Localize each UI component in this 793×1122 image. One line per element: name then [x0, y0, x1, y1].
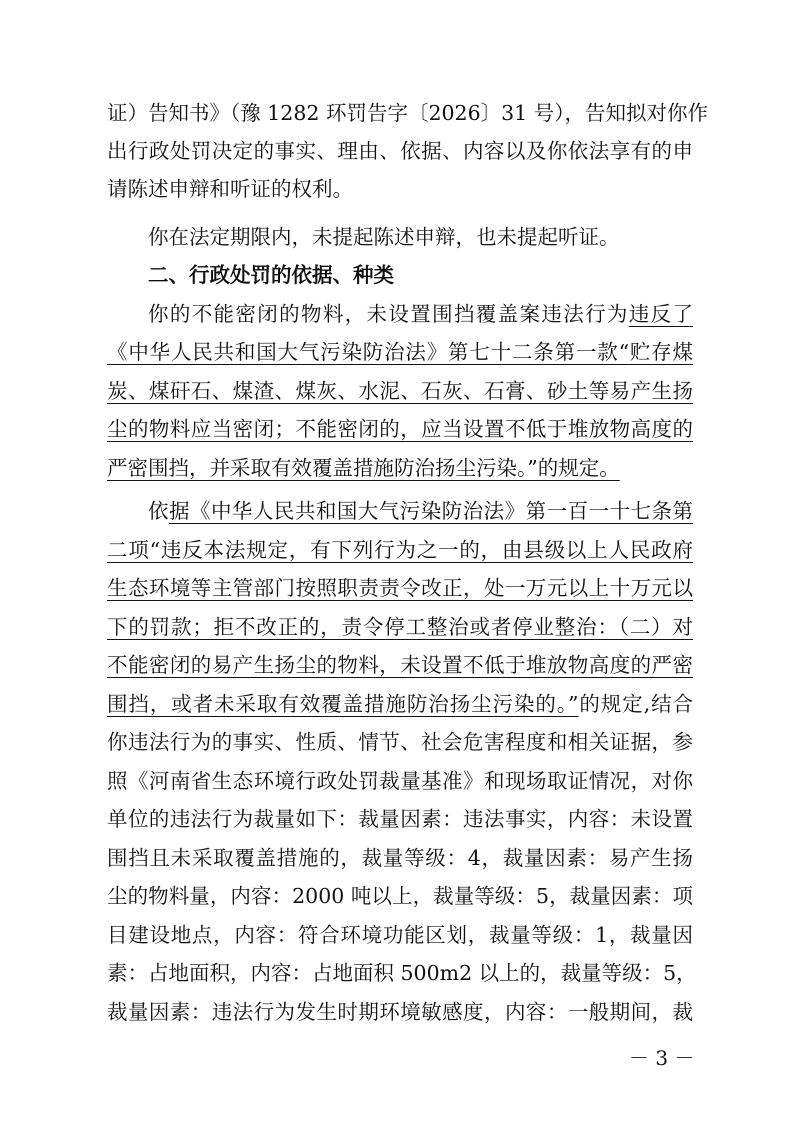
paragraph-line [107, 650, 693, 680]
paragraph-line [107, 958, 697, 988]
underlined-text: 炭、煤矸石、煤渣、煤灰、水泥、石灰、石膏、砂土等易产生扬 [107, 379, 693, 403]
line-text: 照《河南省生态环境行政处罚裁量基准》和现场取证情况，对你 [107, 769, 693, 793]
paragraph-line [107, 453, 693, 483]
line-text: 围挡且未采取覆盖措施的，裁量等级：4，裁量因素：易产生扬 [107, 846, 693, 870]
paragraph-line [148, 299, 693, 329]
section-heading [148, 260, 693, 290]
paragraph-line [148, 496, 693, 526]
line-text: 证）告知书》（豫 1282 环罚告字〔2026〕31 号），告知拟对你作 [107, 101, 708, 125]
paragraph-line [107, 804, 693, 834]
underlined-text: 严密围挡，并采取有效覆盖措施防治扬尘污染。”的规定。 [107, 456, 620, 480]
paragraph-line [107, 766, 693, 796]
paragraph-line [107, 535, 693, 565]
paragraph-line [107, 920, 693, 950]
line-text: 单位的违法行为裁量如下：裁量因素：违法事实，内容：未设置 [107, 807, 693, 831]
line-text: 素：占地面积，内容：占地面积 500m2 以上的，裁量等级：5， [107, 961, 697, 985]
line-text: 你在法定期限内，未提起陈述申辩，也未提起听证。 [148, 225, 620, 249]
line-text: 依 [148, 499, 169, 523]
paragraph-line [148, 222, 693, 252]
paragraph-line [107, 136, 693, 166]
paragraph-line [107, 337, 693, 367]
line-text: 目建设地点，内容：符合环境功能区划，裁量等级：1，裁量因 [107, 923, 693, 947]
line-text: 的规定,结合 [578, 692, 693, 716]
line-text: 出行政处罚决定的事实、理由、依据、内容以及你依法享有的申 [107, 139, 693, 163]
paragraph-line [107, 174, 693, 204]
underlined-text: 违反了 [628, 302, 694, 326]
paragraph-line [107, 843, 693, 873]
paragraph-line [107, 997, 693, 1027]
line-text: 你违法行为的事实、性质、情节、社会危害程度和相关证据，参 [107, 730, 693, 754]
paragraph-line [107, 414, 693, 444]
line-text: 裁量因素：违法行为发生时期环境敏感度，内容：一般期间，裁 [107, 1000, 693, 1024]
heading-text: 二、行政处罚的依据、种类 [148, 263, 394, 287]
line-text: 你的不能密闭的物料，未设置围挡覆盖案违法行为 [148, 302, 629, 326]
paragraph-line [107, 727, 693, 757]
underlined-text: 二项“违反本法规定，有下列行为之一的，由县级以上人民政府 [107, 538, 693, 562]
page-number: － 3 － [629, 1046, 695, 1070]
underlined-text: 尘的物料应当密闭；不能密闭的，应当设置不低于堆放物高度的 [107, 417, 693, 441]
paragraph-line [107, 612, 693, 642]
paragraph-line [107, 689, 693, 719]
underlined-text: 据《中华人民共和国大气污染防治法》第一百一十七条第 [168, 499, 694, 523]
underlined-text: 不能密闭的易产生扬尘的物料，未设置不低于堆放物高度的严密 [107, 653, 693, 677]
underlined-text: 《中华人民共和国大气污染防治法》第七十二条第一款“贮存煤 [107, 340, 693, 364]
underlined-text: 围挡，或者未采取有效覆盖措施防治扬尘污染的。” [107, 692, 579, 716]
underlined-text: 下的罚款；拒不改正的，责令停工整治或者停业整治：（二）对 [107, 615, 693, 639]
paragraph-line [107, 881, 693, 911]
paragraph-line [107, 376, 693, 406]
line-text: 请陈述申辩和听证的权利。 [107, 177, 353, 201]
underlined-text: 生态环境等主管部门按照职责责令改正，处一万元以上十万元以 [107, 576, 693, 600]
paragraph-line [107, 98, 708, 128]
paragraph-line [107, 573, 693, 603]
line-text: 尘的物料量，内容：2000 吨以上，裁量等级：5，裁量因素：项 [107, 884, 693, 908]
